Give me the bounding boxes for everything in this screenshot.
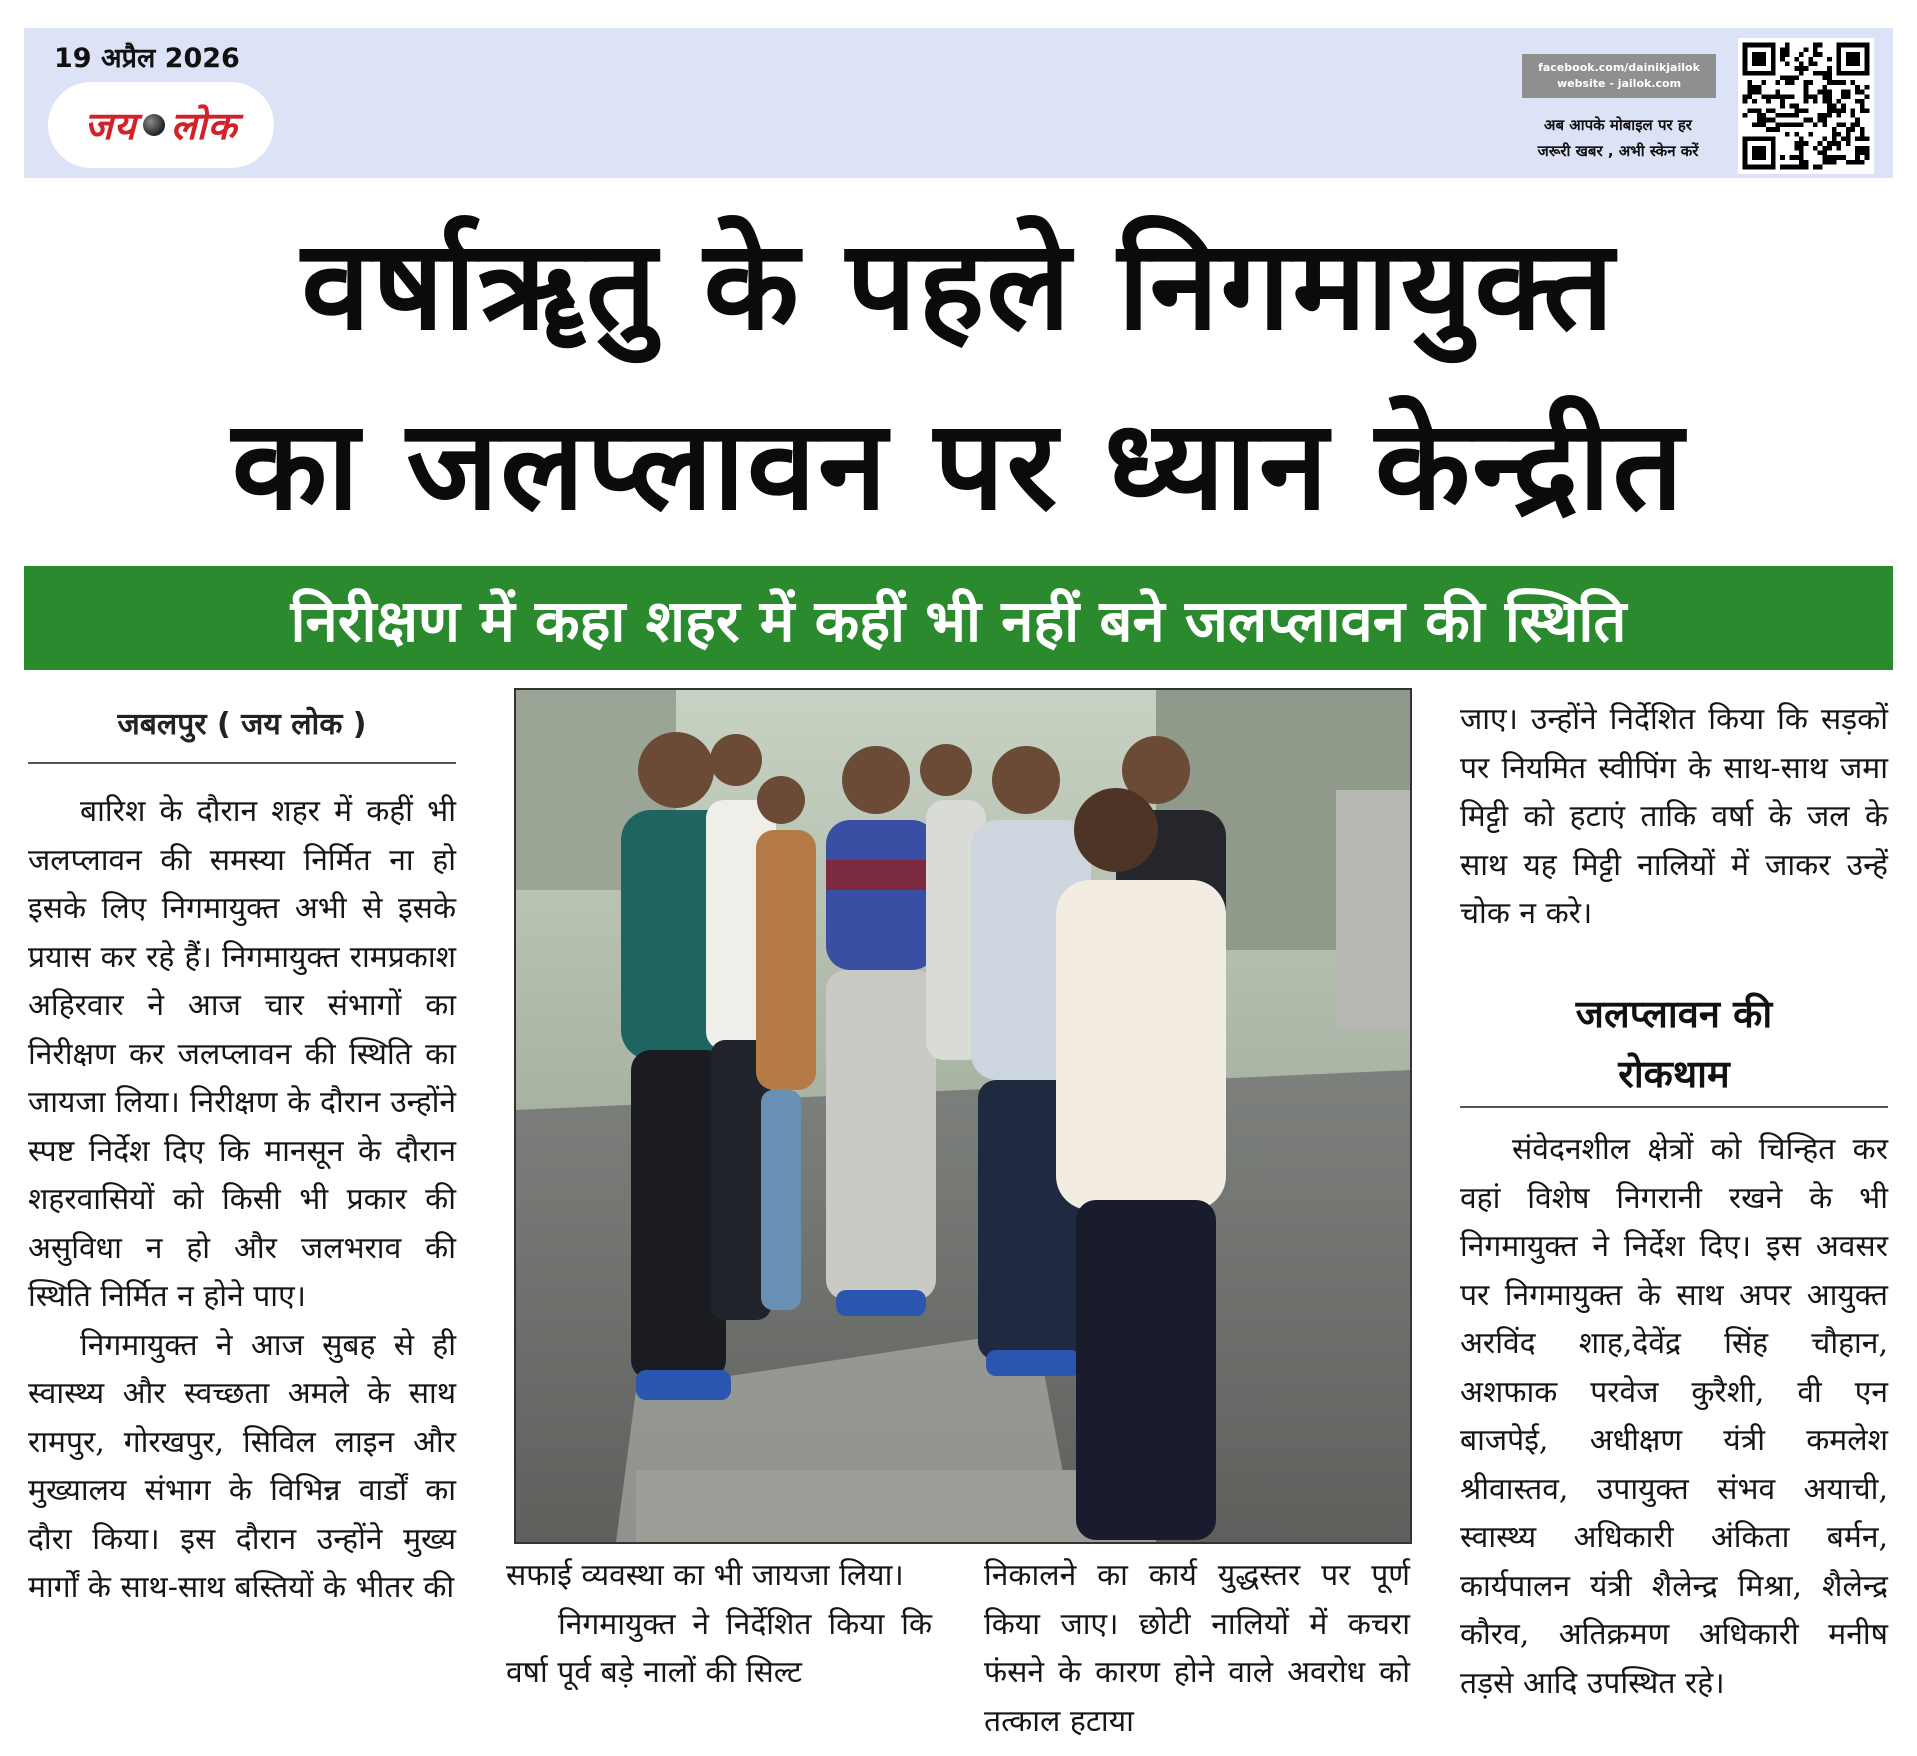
section-heading-line1: जलप्लावन की (1575, 992, 1773, 1036)
article-paragraph: बारिश के दौरान शहर में कहीं भी जलप्लावन की समस्या निर्मित ना हो इसके लिए निगमायुक्त अभी से इसके प्रयास कर रहे हैं। निगमायुक्त रामप्रकाश अहिरवार ने आज चार संभागों का निरीक्षण कर जलप्लावन की स्थिति का जायजा लिया। निरीक्षण के दौरान उन्होंने स्पष्ट निर्देश दिए कि मानसून के दौरान शहरवासियों को किसी भी प्रकार की असुविधा न हो और जलभराव की स्थिति निर्मित न होने पाए। (28, 794, 456, 1314)
news-photo[interactable] (514, 688, 1412, 1544)
newspaper-logo[interactable] (48, 82, 274, 168)
article-column-3 (984, 1552, 1410, 1746)
scan-prompt-line1: अब आपके मोबाइल पर हर (1544, 116, 1692, 134)
section-heading (1460, 984, 1888, 1108)
headline-line-1: वर्षाॠतु के पहले निगमायुक्त (301, 214, 1616, 358)
headline-line-2: का जलप्लावन पर ध्यान केन्द्रीत (231, 394, 1686, 538)
article-paragraph: निकालने का कार्य युद्धस्तर पर पूर्ण किया जाए। छोटी नालियों में कचरा फंसने के कारण होने वाले अवरोध को तत्काल हटाया (984, 1558, 1410, 1739)
article-column-4-top (1460, 696, 1888, 939)
article-paragraph: सफाई व्यवस्था का भी जायजा लिया। (506, 1558, 904, 1593)
main-headline (24, 196, 1893, 556)
scan-prompt (1518, 112, 1718, 164)
dateline: जबलपुर ( जय लोक ) (28, 700, 456, 764)
social-links-box (1522, 54, 1716, 98)
section-heading-line2: रोकथाम (1618, 1052, 1730, 1096)
qr-code-icon[interactable] (1738, 38, 1874, 174)
article-paragraph: संवेदनशील क्षेत्रों को चिन्हित कर वहां विशेष निगरानी रखने के भी निगमायुक्त ने निर्देश दिए। इस अवसर पर निगमायुक्त के साथ अपर आयुक्त अरविंद शाह,देवेंद्र सिंह चौहान, अशफाक परवेज कुरैशी, वी एन बाजपेई, अधीक्षण यंत्री कमलेश श्रीवास्तव, उपायुक्त संभव अयाची, स्वास्थ्य अधिकारी अंकिता बर्मन, कार्यपालन यंत्री शैलेन्द्र मिश्रा, शैलेन्द्र कौरव, अतिक्रमण अधिकारी मनीष तड़से आदि उपस्थित रहे। (1460, 1132, 1888, 1701)
issue-date: 19 अप्रैल 2026 (54, 43, 240, 74)
scan-prompt-line2: जरूरी खबर , अभी स्केन करें (1537, 142, 1699, 160)
article-paragraph: निगमायुक्त ने निर्देशित किया कि वर्षा पूर्व बड़े नालों की सिल्ट (506, 1606, 932, 1690)
logo-word-right: लोक (170, 104, 238, 148)
logo-word-left: जय (84, 104, 137, 148)
sub-headline-text: निरीक्षण में कहा शहर में कहीं भी नहीं बने जलप्लावन की स्थिति (290, 586, 1627, 655)
article-paragraph: जाए। उन्होंने निर्देशित किया कि सड़कों पर नियमित स्वीपिंग के साथ-साथ जमा मिट्टी को हटाएं ताकि वर्षा के जल के साथ यह मिट्टी नालियों में जाकर उन्हें चोक न करे। (1460, 702, 1888, 931)
globe-icon (143, 114, 165, 136)
article-paragraph: निगमायुक्त ने आज सुबह से ही स्वास्थ्य और स्वच्छता अमले के साथ रामपुर, गोरखपुर, सिविल लाइन और मुख्यालय संभाग के विभिन्न वार्डों का दौरा किया। इस दौरान उन्होंने मुख्य मार्गों के साथ-साथ बस्तियों के भीतर की (28, 1327, 456, 1605)
masthead (24, 28, 1893, 178)
article-column-1 (28, 788, 456, 1613)
website-link[interactable]: website - jailok.com (1556, 77, 1682, 90)
sub-headline-banner (24, 566, 1893, 670)
facebook-link[interactable]: facebook.com/dainikjailok (1538, 61, 1700, 74)
article-column-2 (506, 1552, 932, 1698)
article-column-4-bottom (1460, 1126, 1888, 1708)
